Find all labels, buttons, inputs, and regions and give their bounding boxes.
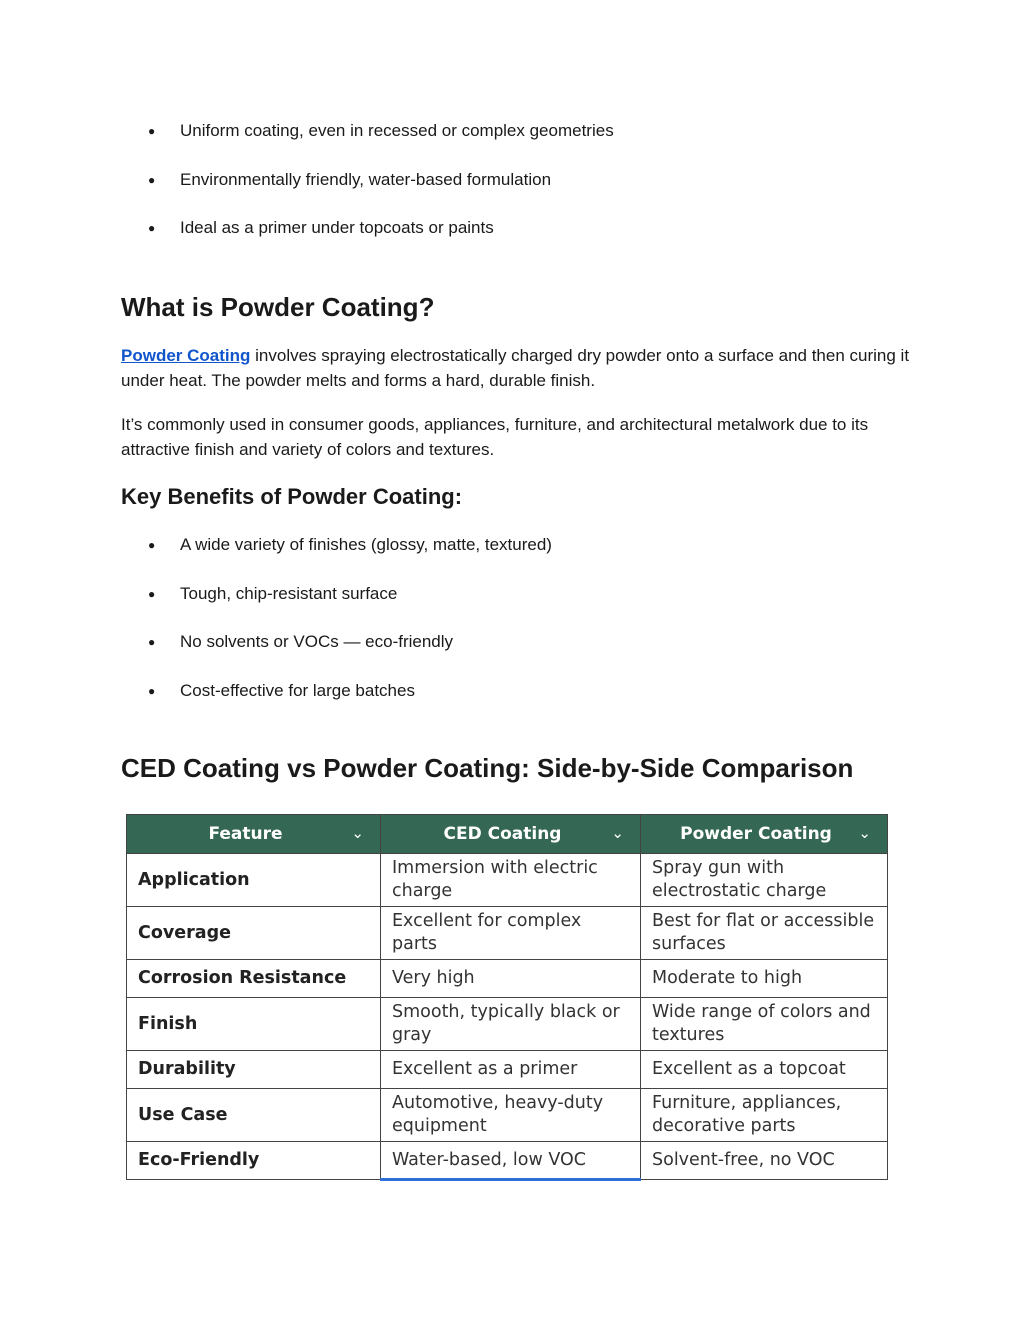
table-cell-powder: Spray gun with electrostatic charge <box>641 854 888 907</box>
bullet-icon: ● <box>148 538 156 552</box>
table-cell-powder: Furniture, appliances, decorative parts <box>641 1089 888 1142</box>
table-cell-ced: Automotive, heavy-duty equipment <box>381 1089 641 1142</box>
table-cell-feature: Eco-Friendly <box>127 1142 381 1180</box>
table-cell-powder: Excellent as a topcoat <box>641 1051 888 1089</box>
powder-coating-usage-paragraph: It’s commonly used in consumer goods, appliances, furniture, and architectural metalwork due to its attractive finish and variety of colors and textures. <box>121 415 869 459</box>
bullet-icon: ● <box>148 635 156 649</box>
table-cell-ced: Excellent as a primer <box>381 1051 641 1089</box>
chevron-down-icon[interactable]: ⌄ <box>858 824 871 842</box>
comparison-table <box>126 814 888 1181</box>
table-row <box>127 998 888 1051</box>
column-header-ced-coating[interactable] <box>381 815 641 854</box>
table-cell-ced: Excellent for complex parts <box>381 907 641 960</box>
list-item <box>148 584 552 604</box>
list-item-text: Environmentally friendly, water-based formulation <box>180 169 552 189</box>
table-header-row <box>127 815 888 854</box>
table-cell-feature: Durability <box>127 1051 381 1089</box>
list-item <box>148 170 614 190</box>
bullet-list-powder-benefits <box>148 535 552 729</box>
bullet-icon: ● <box>148 172 156 187</box>
table-row <box>127 854 888 907</box>
list-item-text: Tough, chip-resistant surface <box>180 583 398 603</box>
table-cell-powder: Solvent-free, no VOC <box>641 1142 888 1180</box>
table-row <box>127 960 888 998</box>
table-cell-ced[interactable]: Water-based, low VOC <box>381 1142 641 1180</box>
column-header-feature[interactable] <box>127 815 381 854</box>
section-heading-comparison: CED Coating vs Powder Coating: Side-by-Side Comparison <box>121 753 854 783</box>
bullet-icon: ● <box>148 586 156 601</box>
column-header-label: Powder Coating <box>680 824 832 844</box>
list-item-text: Ideal as a primer under topcoats or paints <box>180 218 494 237</box>
table-cell-ced: Very high <box>381 960 641 998</box>
section-heading-powder-coating: What is Powder Coating? <box>121 292 435 322</box>
column-header-label: CED Coating <box>443 824 562 844</box>
chevron-down-icon[interactable]: ⌄ <box>351 824 364 842</box>
table-cell-powder: Wide range of colors and textures <box>641 998 888 1051</box>
table-row <box>127 1051 888 1089</box>
list-item <box>148 121 614 141</box>
table-row <box>127 1142 888 1180</box>
table-cell-feature: Finish <box>127 998 381 1051</box>
list-item-text: A wide variety of finishes (glossy, matte, textured) <box>180 535 552 554</box>
table-cell-feature: Coverage <box>127 907 381 960</box>
list-item-text: Uniform coating, even in recessed or complex geometries <box>180 121 614 140</box>
list-item <box>148 535 552 555</box>
section-heading-key-benefits: Key Benefits of Powder Coating: <box>121 484 463 509</box>
bullet-icon: ● <box>148 221 156 235</box>
column-header-label: Feature <box>208 824 283 844</box>
list-item <box>148 632 552 652</box>
table-row <box>127 1089 888 1142</box>
table-cell-feature: Use Case <box>127 1089 381 1142</box>
list-item <box>148 681 552 701</box>
bullet-icon: ● <box>148 124 156 138</box>
table-cell-feature: Application <box>127 854 381 907</box>
paragraph-text: involves spraying electrostatically charged dry powder onto a surface and then curing it under heat. The powder melts and forms a hard, durable finish. <box>121 346 910 390</box>
column-header-powder-coating[interactable] <box>641 815 888 854</box>
table-cell-feature: Corrosion Resistance <box>127 960 381 998</box>
powder-coating-paragraph <box>121 344 921 393</box>
list-item <box>148 218 614 238</box>
powder-coating-link[interactable]: Powder Coating <box>121 346 251 365</box>
bullet-list-ced-benefits <box>148 121 614 267</box>
table-row <box>127 907 888 960</box>
table-cell-ced: Immersion with electric charge <box>381 854 641 907</box>
list-item-text: Cost-effective for large batches <box>180 680 415 700</box>
chevron-down-icon[interactable]: ⌄ <box>611 824 624 842</box>
table-cell-powder: Moderate to high <box>641 960 888 998</box>
table-cell-ced: Smooth, typically black or gray <box>381 998 641 1051</box>
bullet-icon: ● <box>148 683 156 698</box>
list-item-text: No solvents or VOCs — eco-friendly <box>180 632 454 651</box>
table-cell-powder: Best for flat or accessible surfaces <box>641 907 888 960</box>
